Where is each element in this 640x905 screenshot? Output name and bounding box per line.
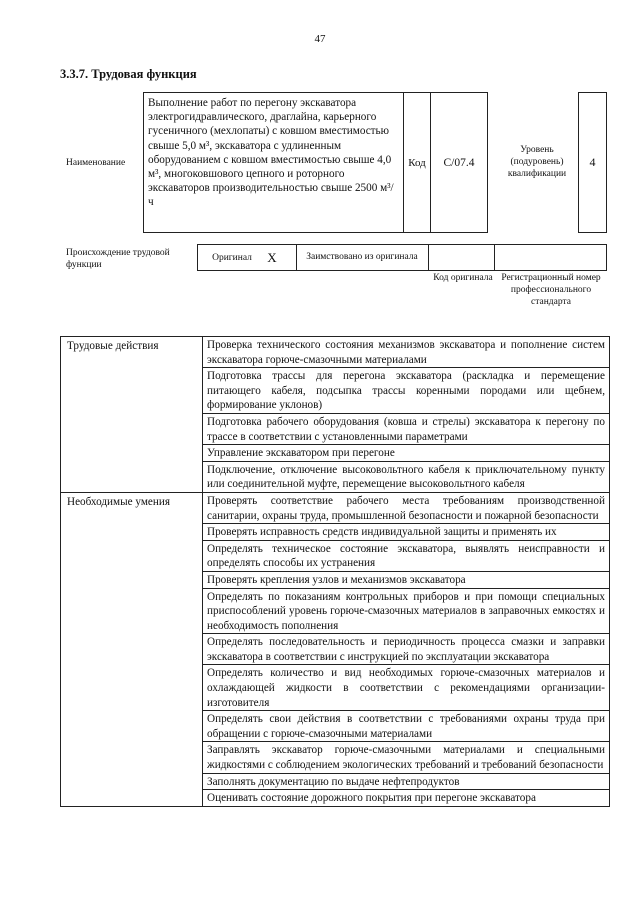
function-table bbox=[60, 336, 610, 807]
table-cell: Управление экскаватором при перегоне bbox=[203, 445, 610, 462]
table-cell: Определять по показаниям контрольных приборов и при помощи специальных приспособлений уровень горюче-смазочных материалов в заправочных емкостях и необходимость пополнения bbox=[203, 588, 610, 634]
borrowed-label: Заимствовано из оригинала bbox=[306, 252, 418, 262]
table-cell: Оценивать состояние дорожного покрытия при перегоне экскаватора bbox=[203, 790, 610, 807]
code-value: C/07.4 bbox=[430, 92, 488, 233]
divider bbox=[494, 245, 495, 270]
origin-label: Происхождение трудовой функции bbox=[66, 248, 170, 270]
divider bbox=[428, 245, 429, 270]
table-cell: Заполнять документацию по выдаче нефтепродуктов bbox=[203, 773, 610, 790]
section-title-labor-actions: Трудовые действия bbox=[61, 337, 203, 493]
original-mark: X bbox=[267, 249, 277, 265]
table-cell: Определять последовательность и периодичность процесса смазки и заправки экскаватора в соответствии с инструкцией по эксплуатации экскаватора bbox=[203, 634, 610, 665]
table-cell: Проверять крепления узлов и механизмов экскаватора bbox=[203, 571, 610, 588]
page-number: 47 bbox=[314, 33, 326, 45]
table-cell: Подготовка рабочего оборудования (ковша и стрелы) экскаватора к перегону по трассе в соответствии с установленными параметрами bbox=[203, 413, 610, 444]
table-cell: Заправлять экскаватор горюче-смазочными материалами и специальными жидкостями с соблюдением экологических требований и требований безопасности bbox=[203, 742, 610, 773]
name-label: Наименование bbox=[66, 158, 126, 168]
origin-row bbox=[197, 244, 607, 271]
code-label: Код bbox=[403, 92, 431, 233]
table-cell: Проверять соответствие рабочего места требованиям производственной санитарии, охраны труда, промышленной безопасности и пожарной безопасности bbox=[203, 492, 610, 523]
table-row bbox=[61, 492, 610, 523]
divider bbox=[296, 245, 297, 270]
original-label: Оригинал bbox=[212, 252, 252, 263]
table-cell: Определять техническое состояние экскаватора, выявлять неисправности и определять способы их устранения bbox=[203, 540, 610, 571]
table-cell: Проверка технического состояния механизмов экскаватора и пополнение систем экскаватора горюче-смазочными материалами bbox=[203, 337, 610, 368]
section-title-required-skills: Необходимые умения bbox=[61, 492, 203, 806]
table-cell: Определять свои действия в соответствии с требованиями охраны труда при обращении с горюче-смазочными материалами bbox=[203, 711, 610, 742]
name-value-box bbox=[143, 92, 404, 233]
level-value: 4 bbox=[578, 92, 607, 233]
reg-number-caption: Регистрационный номер профессионального стандарта bbox=[501, 273, 601, 307]
code-original-caption: Код оригинала bbox=[433, 273, 493, 283]
table-cell: Подключение, отключение высоковольтного кабеля к приключательному пункту или соединительной муфте, перемещение высоковольтного кабеля bbox=[203, 461, 610, 492]
table-cell: Проверять исправность средств индивидуальной защиты и применять их bbox=[203, 524, 610, 541]
name-value: Выполнение работ по перегону экскаватора электрогидравлического, драглайна, карьерного гусеничного (мехлопаты) с ковшом вместимостью свыше 5,0 м³, экскаватора с удлиненным оборудованием с ковшом вместимостью свыше 4,0 м³, многоковшового цепного и роторного экскаваторов производительностью свыше 2500 м³/ч bbox=[148, 97, 394, 209]
level-label: Уровень (подуровень) квалификации bbox=[507, 145, 567, 179]
section-title: 3.3.7. Трудовая функция bbox=[60, 67, 197, 81]
table-row bbox=[61, 337, 610, 368]
table-cell: Подготовка трассы для перегона экскаватора (раскладка и перемещение питающего кабеля, подсыпка трассы коренными породами или щебнем, формирование уклонов) bbox=[203, 368, 610, 414]
table-cell: Определять количество и вид необходимых горюче-смазочных материалов и охлаждающей жидкости в соответствии с рекомендациями организации-изготовителя bbox=[203, 665, 610, 711]
